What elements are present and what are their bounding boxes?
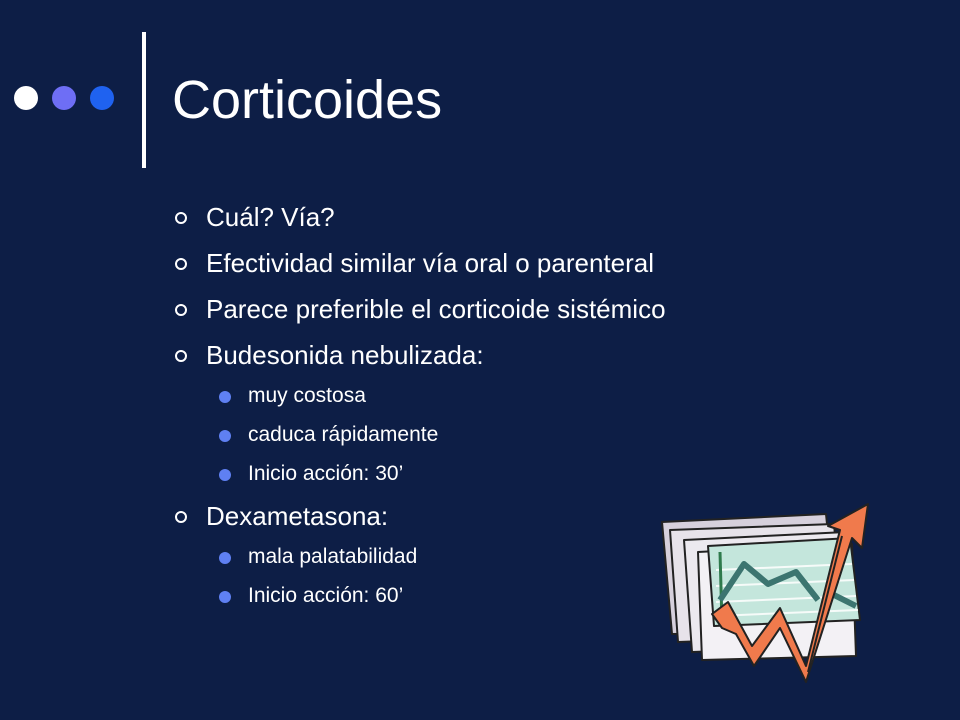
dot-bullet-icon [219, 552, 231, 564]
dot-icon [90, 86, 114, 110]
bullet-item [172, 246, 792, 280]
bullet-text: Parece preferible el corticoide sistémico [206, 294, 666, 324]
sub-bullet-text: muy costosa [248, 384, 366, 407]
bullet-text: Efectividad similar vía oral o parenteral [206, 248, 654, 278]
dot-bullet-icon [219, 430, 231, 442]
ring-bullet-icon [175, 258, 187, 270]
sub-bullet-text: Inicio acción: 30’ [248, 462, 404, 485]
sub-bullet-list [172, 382, 792, 488]
ring-bullet-icon [175, 350, 187, 362]
bullet-item [172, 292, 792, 326]
bullet-text: Cuál? Vía? [206, 202, 335, 232]
sub-bullet-text: caduca rápidamente [248, 423, 439, 446]
ring-bullet-icon [175, 212, 187, 224]
dot-bullet-icon [219, 469, 231, 481]
slide-title: Corticoides [172, 70, 443, 130]
sub-bullet-item [172, 460, 792, 488]
sub-bullet-item [172, 382, 792, 410]
dot-bullet-icon [219, 591, 231, 603]
dot-bullet-icon [219, 391, 231, 403]
sub-bullet-item [172, 421, 792, 449]
bullet-item [172, 200, 792, 234]
rising-chart-papers-icon [656, 496, 882, 686]
bullet-text: Dexametasona: [206, 501, 389, 531]
ring-bullet-icon [175, 304, 187, 316]
sub-bullet-text: mala palatabilidad [248, 545, 418, 568]
decorative-dots [14, 86, 114, 110]
bullet-item [172, 338, 792, 372]
dot-icon [14, 86, 38, 110]
bullet-text: Budesonida nebulizada: [206, 340, 484, 370]
sub-bullet-text: Inicio acción: 60’ [248, 584, 404, 607]
ring-bullet-icon [175, 511, 187, 523]
dot-icon [52, 86, 76, 110]
title-divider [142, 32, 146, 168]
